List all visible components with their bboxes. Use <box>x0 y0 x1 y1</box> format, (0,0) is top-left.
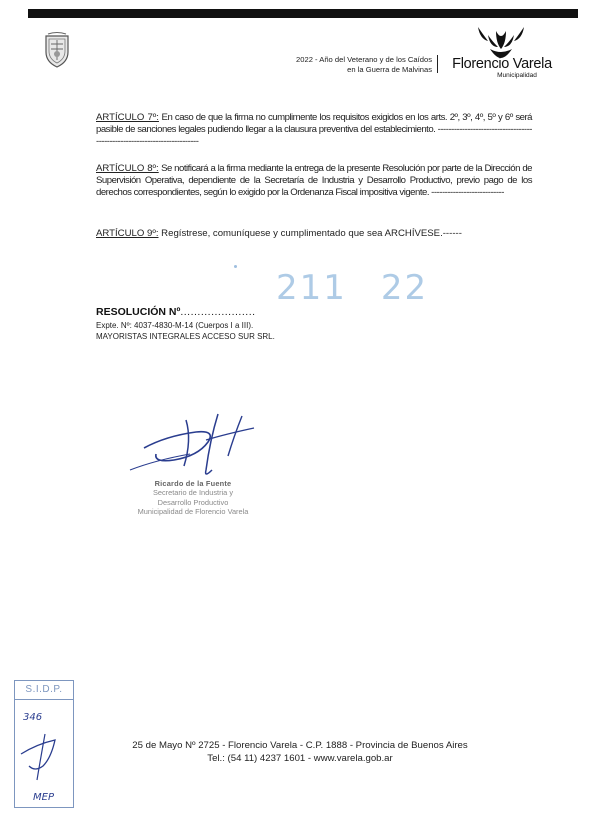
stamp-year: 22 <box>380 268 429 308</box>
signer-title-2: Desarrollo Productivo <box>157 497 229 507</box>
brand-block <box>448 57 556 80</box>
article-text: Regístrese, comuníquese y cumplimentado que sea ARCHÍVESE.------ <box>158 228 462 239</box>
sidp-handwriting <box>15 700 73 806</box>
stamp-dot <box>234 265 237 268</box>
brand-name: Florencio Varela <box>452 56 552 72</box>
svg-text:346: 346 <box>23 712 43 723</box>
signer-title-1: Secretario de Industria y <box>152 488 234 498</box>
footer <box>100 739 500 766</box>
resolution-label: RESOLUCIÓN Nº <box>96 306 181 318</box>
year-motto <box>236 55 432 75</box>
file-reference <box>96 321 275 342</box>
article-9 <box>96 228 532 240</box>
article-label: ARTÍCULO 8º: <box>96 163 159 174</box>
article-text: En caso de que la firma no cumplimente los requisitos exigidos en los arts. 2º, 3º, 4º, 5º y 6º será pasible de sanciones legales pudiendo llegar a la clausura preventiva del establecimiento. ------------------------------------------------------------------------- <box>96 112 532 148</box>
florencio-varela-logo-icon <box>476 25 526 59</box>
svg-text:MEP: MEP <box>33 792 54 803</box>
article-7 <box>96 112 532 148</box>
company-name: MAYORISTAS INTEGRALES ACCESO SUR SRL. <box>96 331 275 341</box>
signer-name: Ricardo de la Fuente <box>154 479 232 488</box>
footer-contact: Tel.: (54 11) 4237 1601 - www.varela.gob.ar <box>207 753 393 765</box>
footer-address: 25 de Mayo Nº 2725 - Florencio Varela - C.P. 1888 - Provincia de Buenos Aires <box>132 740 468 751</box>
article-text: Se notificará a la firma mediante la entrega de la presente Resolución por parte de la Dirección de Supervisión Operativa, dependiente de la Secretaría de Industria y Desarrollo Productivo, previo pago de los derechos correspondientes, según lo exigido por la Ordenanza Fiscal impositiva vigente. --------------------------- <box>96 163 532 199</box>
stamp-number: 211 <box>276 268 347 308</box>
header-divider <box>437 55 438 73</box>
motto-line-2: en la Guerra de Malvinas <box>347 65 432 74</box>
article-label: ARTÍCULO 9º: <box>96 228 159 239</box>
resolution-number-stamp <box>276 268 428 308</box>
signature-block <box>123 479 263 517</box>
article-label: ARTÍCULO 7º: <box>96 112 159 123</box>
municipal-crest-icon <box>44 32 70 68</box>
handwritten-signature <box>126 410 266 480</box>
resolution-dots: ...................... <box>180 306 256 318</box>
signer-org: Municipalidad de Florencio Varela <box>137 507 249 517</box>
brand-subtitle: Municipalidad <box>497 72 537 79</box>
sidp-title: S.I.D.P. <box>15 681 73 700</box>
article-8 <box>96 163 532 199</box>
sidp-stamp <box>14 680 74 808</box>
header-top-bar <box>28 9 578 18</box>
resolution-line <box>96 306 256 318</box>
expte-number: Expte. Nº: 4037-4830-M-14 (Cuerpos I a III). <box>96 321 254 330</box>
motto-line-1: 2022 - Año del Veterano y de los Caídos <box>296 55 432 64</box>
